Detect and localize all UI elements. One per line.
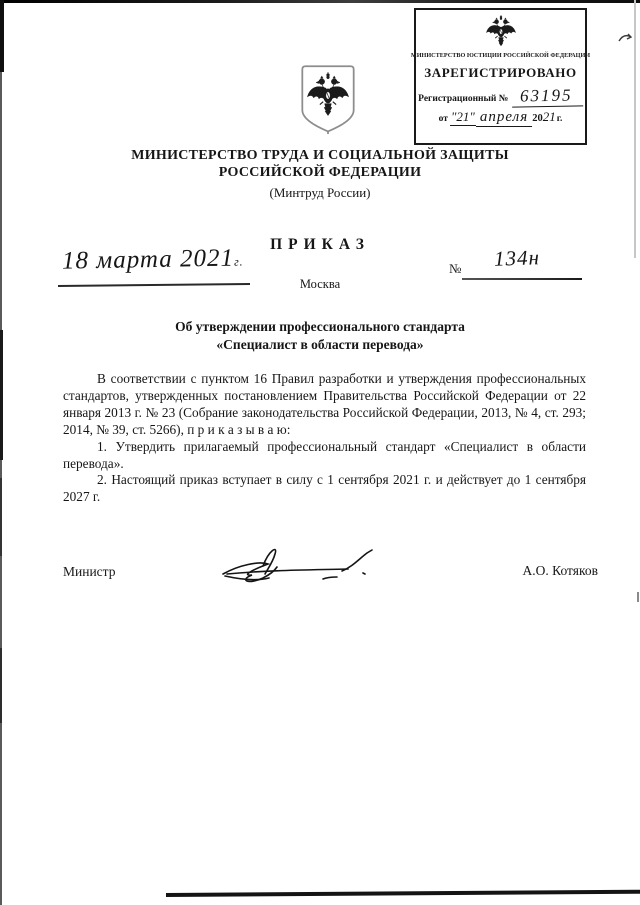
order-date-handwritten: [62, 244, 244, 275]
scan-artifact-right-mark: [637, 592, 639, 602]
order-date-suffix: г.: [233, 254, 244, 269]
order-city: Москва: [299, 277, 341, 291]
stamp-date-from-label: от: [438, 114, 448, 124]
stamp-reg-number-label: Регистрационный №: [418, 94, 509, 104]
scan-artifact-bottom-line: [166, 890, 640, 897]
order-body: [63, 371, 586, 506]
stamp-date-suffix: г.: [556, 114, 563, 124]
scan-artifact-left-segment: [0, 478, 2, 556]
ministry-name-line1: МИНИСТЕРСТВО ТРУДА И СОЦИАЛЬНОЙ ЗАЩИТЫ: [131, 148, 509, 163]
order-number-underline: [462, 278, 582, 280]
scan-artifact-left-edge-dark: [0, 0, 4, 72]
order-date-value: 18 марта 2021: [61, 244, 235, 275]
ministry-name-line2: РОССИЙСКОЙ ФЕДЕРАЦИИ: [218, 165, 422, 180]
stamp-registered-label: ЗАРЕГИСТРИРОВАНО: [424, 65, 577, 80]
ministry-short-name: (Минтруд России): [269, 185, 371, 200]
document-header: [0, 147, 640, 201]
stamp-date-day: "21": [450, 109, 475, 124]
stamp-date-year-printed: 20: [532, 113, 543, 124]
order-number-value: 134н: [493, 245, 541, 271]
order-paragraph-preamble: В соответствии с пунктом 16 Правил разработки и утверждения профессиональных стандартов, утвержденных постановлением Правительства Российской Федерации от 22 января 2013 г. № 23 (Собрание законодательства Российской Федерации, 2013, № 4, ст. 293; 2014, № 39, ст. 5266), п р и к а з ы в а ю:: [63, 371, 586, 437]
order-number-label: №: [449, 261, 462, 276]
justice-eagle-icon: [484, 13, 518, 51]
stamp-ministry-name: МИНИСТЕРСТВО ЮСТИЦИИ РОССИЙСКОЙ ФЕДЕРАЦИИ: [410, 52, 591, 59]
russia-coat-of-arms-icon: [297, 63, 359, 136]
signer-position-title: Министр: [63, 564, 116, 579]
document-type-title: ПРИКАЗ: [270, 236, 370, 253]
stamp-date-month: апреля: [476, 109, 532, 127]
order-item-2: 2. Настоящий приказ вступает в силу с 1 сентября 2021 г. и действует до 1 сентября 2027 г.: [63, 472, 586, 505]
minister-signature-icon: [205, 538, 410, 593]
order-subject: [0, 318, 640, 353]
stamp-reg-number-value: 63195: [512, 85, 583, 107]
order-subject-line1: Об утверждении профессионального стандарта: [175, 319, 465, 334]
scan-artifact-right-edge: [634, 0, 636, 258]
signer-name: А.О. Котяков: [522, 563, 598, 578]
order-subject-line2: «Специалист в области перевода»: [216, 336, 424, 352]
scan-artifact-left-segment: [0, 648, 2, 723]
stamp-date-year-handwritten: 21: [542, 109, 556, 124]
stamp-registration-number-row: [418, 86, 583, 107]
scan-artifact-top-edge: [0, 0, 640, 3]
stamp-date-row: [439, 109, 563, 127]
registration-stamp: [410, 8, 591, 145]
scan-mark-icon: [618, 30, 634, 44]
order-item-1: 1. Утвердить прилагаемый профессиональный стандарт «Специалист в области перевода».: [63, 438, 586, 471]
